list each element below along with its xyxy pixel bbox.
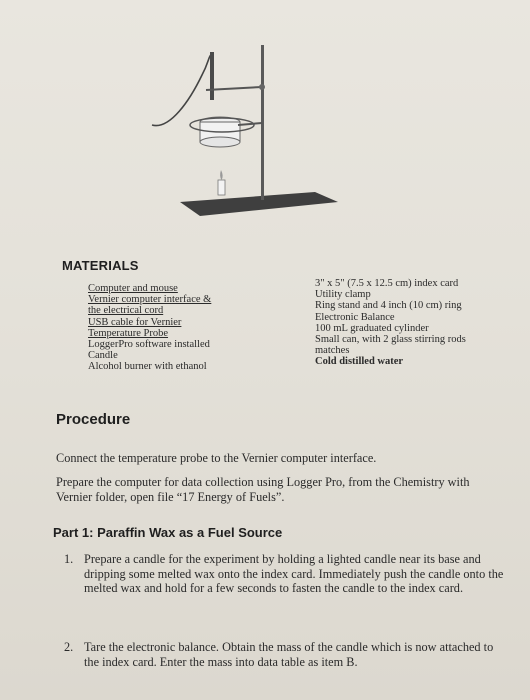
step-number: 2. xyxy=(64,640,74,654)
material-item: Ring stand and 4 inch (10 cm) ring xyxy=(315,300,462,312)
step-text: Tare the electronic balance. Obtain the mass of the candle which is now attached to the index card. Enter the mass into data table as item B. xyxy=(84,640,494,669)
procedure-paragraph: Prepare the computer for data collection using Logger Pro, from the Chemistry with Vernier folder, open file “17 Energy of Fuels”. xyxy=(56,475,470,504)
material-item: Small can, with 2 glass stirring rods xyxy=(315,334,466,346)
step-text: Prepare a candle for the experiment by holding a lighted candle near its base and dripping some melted wax onto the index card. Immediately push the candle onto the melted wax and hold for a few seconds to fasten the candle to the index card. xyxy=(84,552,504,595)
material-item: Temperature Probe xyxy=(88,327,169,339)
material-item: LoggerPro software installed xyxy=(88,339,210,351)
material-item: 100 mL graduated cylinder xyxy=(315,322,429,334)
materials-heading: MATERIALS xyxy=(62,258,139,273)
material-item: Vernier computer interface & xyxy=(88,294,212,306)
materials-list-right xyxy=(315,278,505,368)
material-item: Computer and mouse xyxy=(88,283,178,294)
material-item: Candle xyxy=(88,350,118,362)
material-item: Utility clamp xyxy=(315,289,371,301)
procedure-paragraph: Connect the temperature probe to the Vernier computer interface. xyxy=(56,451,377,465)
material-item: the electrical cord xyxy=(88,305,164,317)
material-item: matches xyxy=(315,345,350,357)
material-item: Cold distilled water xyxy=(315,356,404,368)
part1-heading: Part 1: Paraffin Wax as a Fuel Source xyxy=(53,525,283,540)
material-item: 3" x 5" (7.5 x 12.5 cm) index card xyxy=(315,278,459,289)
procedure-heading: Procedure xyxy=(56,411,131,428)
material-item: Alcohol burner with ethanol xyxy=(88,361,207,373)
materials-list-left xyxy=(88,283,298,373)
apparatus-illustration xyxy=(140,30,340,225)
step-number: 1. xyxy=(64,552,74,566)
material-item: USB cable for Vernier xyxy=(88,316,182,328)
material-item: Electronic Balance xyxy=(315,311,395,323)
